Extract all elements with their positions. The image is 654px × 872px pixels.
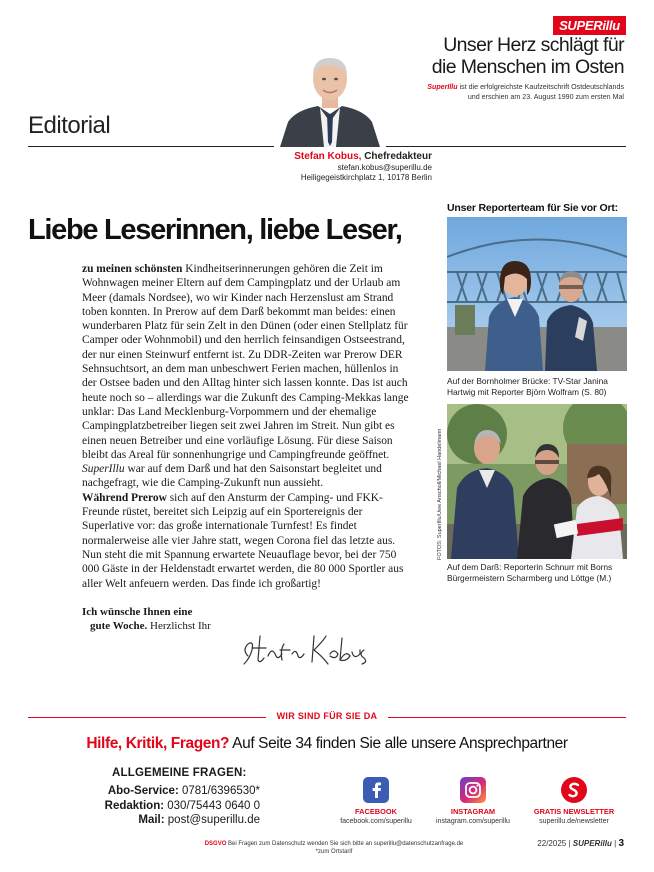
magazine-name: SUPERillu	[572, 839, 612, 848]
social-facebook[interactable]	[326, 777, 426, 826]
brand-subline-2: und erschien am 23. August 1990 zum ersten Mal	[467, 92, 624, 101]
tariff-note: *zum Ortstarif	[315, 849, 353, 855]
closing-bold: gute Woche.	[90, 620, 148, 632]
redaktion	[0, 799, 260, 814]
handwritten-signature	[236, 626, 376, 670]
tagline-line-1: Unser Herz schlägt für	[443, 34, 624, 56]
facebook-label: FACEBOOK	[355, 807, 397, 816]
editorial-body	[82, 262, 412, 591]
author-name: Stefan Kobus,	[294, 151, 362, 162]
paragraph-1-lead: zu meinen schönsten	[82, 263, 183, 275]
tagline-line-2: die Menschen im Osten	[431, 56, 624, 78]
issue-number: 22/2025	[537, 839, 567, 848]
footer-heading: WIR SIND FÜR SIE DA	[276, 711, 378, 721]
help-line	[0, 735, 654, 753]
brand-mention: SuperIllu	[82, 463, 125, 476]
page-number: 3	[618, 838, 624, 849]
mail-address[interactable]: post@superillu.de	[164, 814, 260, 827]
author-email[interactable]: stefan.kobus@superillu.de	[337, 162, 432, 172]
newsletter-icon	[561, 777, 587, 803]
closing-rest: Herzlichst Ihr	[147, 620, 211, 632]
abo-label: Abo-Service:	[107, 785, 179, 797]
closing	[82, 605, 211, 633]
brand-subline	[427, 83, 624, 102]
abo-service	[0, 784, 260, 799]
redaktion-phone[interactable]: 030/75443 0640 0	[164, 799, 260, 812]
newsletter-label: GRATIS NEWSLETTER	[533, 807, 615, 816]
reporter-team-title: Unser Reporterteam für Sie vor Ort:	[447, 202, 618, 214]
photo-darss	[447, 404, 627, 559]
author-portrait	[274, 52, 386, 147]
instagram-label: INSTAGRAM	[450, 807, 496, 816]
photo-caption-1: Auf der Bornholmer Brücke: TV-Star Janina Hartwig mit Reporter Björn Wolfram (S. 80)	[447, 376, 608, 397]
paragraph-1-text: Kindheitserinnerungen gehören die Zeit im Wohnwagen meiner Eltern auf dem Campingplatz und der Urlaub am Meer (damals Nordsee), wo wir Kinder nach Herzenslust am Strand toben konnten. In Prerow auf dem Darß bekommt man beides: einen wunderbaren Platz für sein Zelt in den Dünen (oder einen Stellplatz für Camper oder Wohnmobil) und den herrlich feinsandigen Ostseestrand, der nur einen Steinwurf entfernt ist. Zu DDR-Zeiten war Prerow DER Sehnsuchtsort, an dem man unbeschwert Ferien machen, hüllenlos in der Ostsee baden und den Alltag hinter sich lassen konnte. Das ist auch heute noch so – allerdings war die Zukunft des Camping-Mekkas lange unklar: Das Land Mecklenburg-Vorpommern und der ehemalige Campingplatzbetreiber liegen seit zwei Jahren im Streit. Nun gibt es einen neuen Betreiber und eine vorläufige Lösung. Für diese Saison bleibt das Areal für sonnenhungrige und Campingfreunde geöffnet.	[82, 263, 409, 461]
page-info: 22/2025 | SUPERillu | 3	[537, 838, 624, 849]
photo-caption-2: Auf dem Darß: Reporterin Schnurr mit Borns Bürgermeistern Scharmberg und Löttge (M.)	[447, 562, 613, 583]
paragraph-2-text: sich auf den Ansturm der Camping- und FKK-Freunde rüstet, bereitet sich Leipzig auf ein Sportereignis der Superlative vor: das große internationale Turnfest! Es findet normalerweise alle vier Jahre statt, wegen Corona fiel das letzte aus. Nun steht die mit Spannung erwartete Neuauflage bevor, bei der 750 000 Gäste in der Heldenstadt erwartet werden, die 80 000 Sportler aus aller Welt anfeuern werden. Das finde ich großartig!	[82, 491, 404, 590]
dsgvo-label: DSGVO	[204, 841, 227, 847]
help-lead: Hilfe, Kritik, Fragen?	[86, 735, 230, 752]
editorial-headline: Liebe Leserinnen, liebe Leser,	[28, 214, 402, 246]
section-title: Editorial	[28, 112, 111, 139]
newsletter-url[interactable]: superillu.de/newsletter	[539, 818, 609, 825]
mail-label: Mail:	[138, 814, 165, 827]
tagline	[432, 34, 624, 78]
social-instagram[interactable]	[423, 777, 523, 826]
photo-credit: FOTOS: SuperIllu/Uwe Anscholl/Michael Handelmann	[437, 428, 443, 560]
mail	[0, 813, 260, 828]
privacy-notice	[174, 840, 494, 856]
redaktion-label: Redaktion:	[104, 799, 165, 812]
paragraph-2-lead: Während Prerow	[82, 491, 167, 504]
abo-phone[interactable]: 0781/6396530*	[178, 785, 260, 797]
facebook-url[interactable]: facebook.com/superillu	[340, 818, 412, 825]
instagram-icon	[460, 777, 486, 803]
instagram-url[interactable]: instagram.com/superillu	[436, 818, 510, 825]
dsgvo-text: Bei Fragen zum Datenschutz wenden Sie sich bitte an superillu@datenschutzanfrage.de	[226, 841, 464, 847]
photo-bornholmer-bridge	[447, 217, 627, 371]
help-text: Auf Seite 34 finden Sie alle unsere Ansprechpartner	[229, 735, 568, 752]
facebook-icon	[363, 777, 389, 803]
superillu-logo: SUPERillu	[553, 16, 626, 35]
paragraph-1-end: war auf dem Darß und hat den Saisonstart begleitet und nachgefragt, wie die Camping-Zukunft nun aussieht.	[82, 463, 382, 490]
author-address: Heiligegeistkirchplatz 1, 10178 Berlin	[300, 173, 432, 182]
brand-name: SuperIllu	[427, 83, 458, 91]
closing-line-1: Ich wünsche Ihnen eine	[82, 606, 193, 618]
general-questions-title: ALLGEMEINE FRAGEN:	[112, 767, 247, 779]
brand-subline-1: ist die erfolgreichste Kaufzeitschrift Ostdeutschlands	[457, 83, 624, 91]
author-role: Chefredakteur	[361, 151, 432, 162]
author-byline	[232, 152, 432, 184]
social-newsletter[interactable]	[524, 777, 624, 826]
